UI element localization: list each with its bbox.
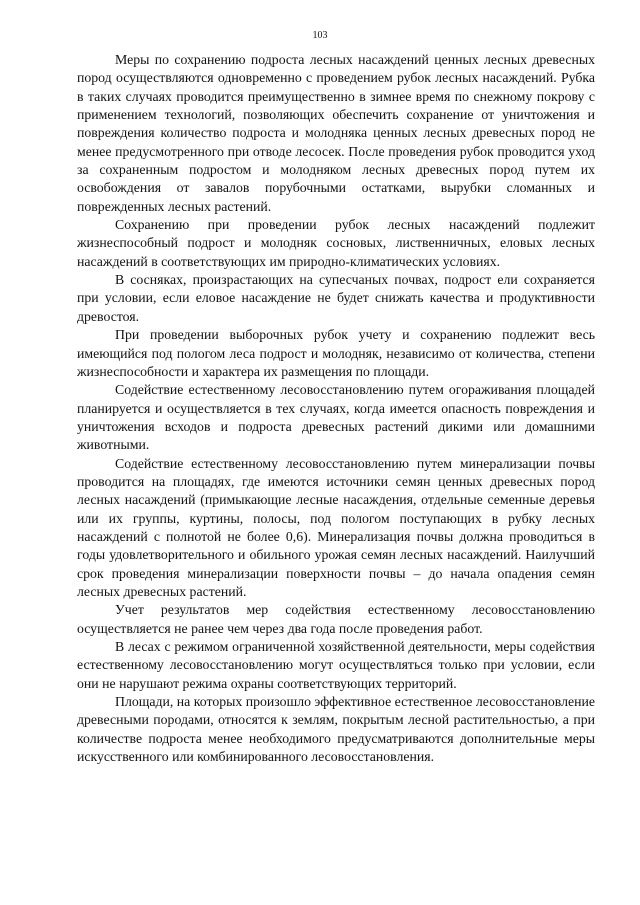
paragraph-9: Площади, на которых произошло эффективное естественное лесовосстановление древесными породами, относятся к землям, покрытым лесной растительностью, а при количестве подроста менее необходимого предусматриваются дополнительные меры искусственного или комбинированного лесовосстановления.	[77, 694, 595, 765]
paragraph-7: Учет результатов мер содействия естественному лесовосстановлению осуществляется не ранее чем через два года после проведения работ.	[77, 602, 595, 636]
paragraph-2: Сохранению при проведении рубок лесных насаждений подлежит жизнеспособный подрост и молодняк сосновых, лиственничных, еловых лесных насаждений в соответствующих им природно-климатических условиях.	[77, 217, 595, 269]
paragraph-5: Содействие естественному лесовосстановлению путем огораживания площадей планируется и осуществляется в тех случаях, когда имеется опасность повреждения и уничтожения всходов и подроста древесных растений дикими или домашними животными.	[77, 382, 595, 453]
paragraph-1: Меры по сохранению подроста лесных насаждений ценных лесных древесных пород осуществляются одновременно с проведением рубок лесных насаждений. Рубка в таких случаях проводится преимущественно в зимнее время по снежному покрову с применением технологий, позволяющих обеспечить сохранение от уничтожения и повреждения количество подроста и молодняка ценных лесных древесных пород не менее предусмотренного при отводе лесосек. После проведения рубок проводится уход за сохраненным подростом и молодняком лесных древесных пород путем их освобождения от завалов порубочными остатками, вырубки сломанных и поврежденных лесных растений.	[77, 52, 595, 214]
paragraph-6: Содействие естественному лесовосстановлению путем минерализации почвы проводится на площадях, где имеются источники семян ценных древесных пород лесных насаждений (примыкающие лесные насаждения, отдельные семенные деревья или их группы, куртины, полосы, под пологом поступающих в рубку лесных насаждений с полнотой не более 0,6). Минерализация почвы должна проводиться в годы удовлетворительного и обильного урожая семян лесных насаждений. Наилучший срок проведения минерализации поверхности почвы – до начала опадения семян лесных древесных растений.	[77, 455, 595, 599]
page-number: 103	[312, 30, 328, 41]
paragraph-8: В лесах с режимом ограниченной хозяйственной деятельности, меры содействия естественному лесовосстановлению могут осуществляться только при условии, если они не нарушают режима охраны соответствующих территорий.	[77, 639, 595, 691]
document-body	[77, 51, 595, 766]
paragraph-3: В сосняках, произрастающих на супесчаных почвах, подрост ели сохраняется при условии, если еловое насаждение не будет снижать качества и продуктивности древостоя.	[77, 272, 595, 324]
paragraph-4: При проведении выборочных рубок учету и сохранению подлежит весь имеющийся под пологом леса подрост и молодняк, независимо от количества, степени жизнеспособности и характера их размещения по площади.	[77, 327, 595, 379]
